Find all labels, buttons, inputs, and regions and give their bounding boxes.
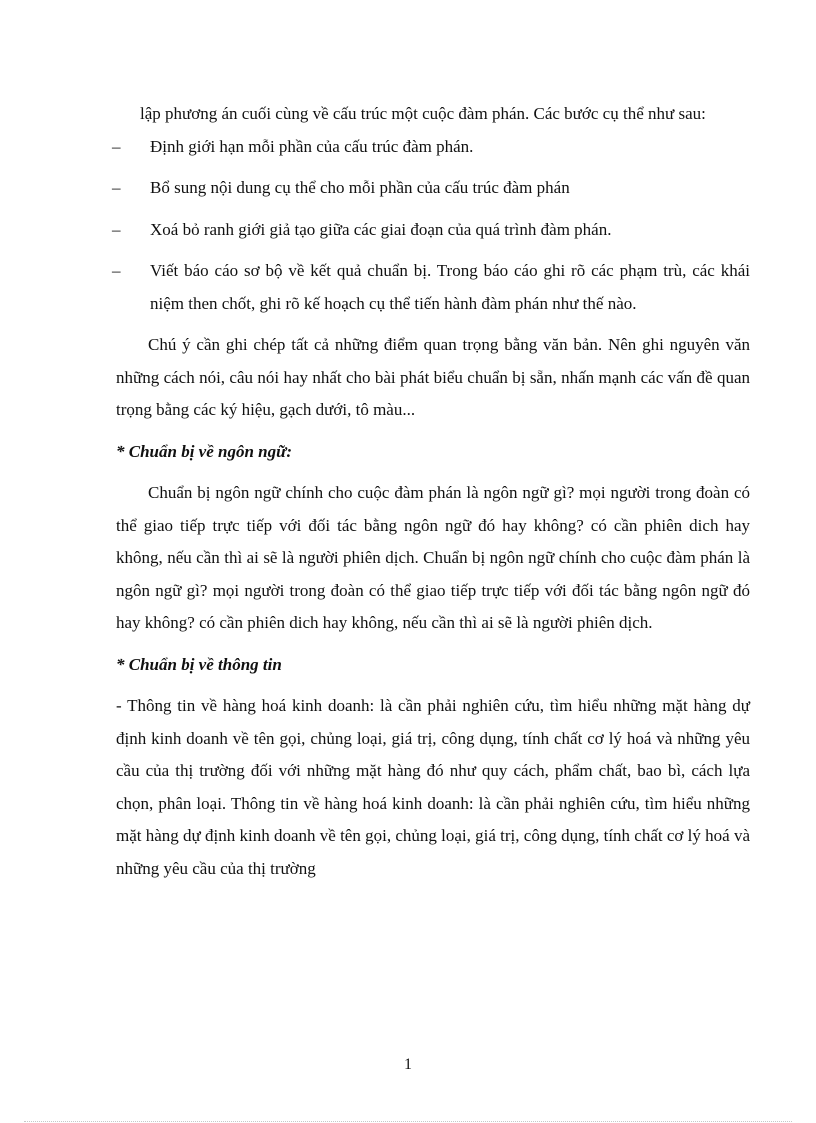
information-paragraph: - Thông tin về hàng hoá kinh doanh: là cần phải nghiên cứu, tìm hiểu những mặt hàng dự định kinh doanh về tên gọi, chủng loại, giá trị, công dụng, tính chất cơ lý hoá và những yêu cầu của thị trường đối với những mặt hàng đó như quy cách, phẩm chất, bao bì, cách lựa chọn, phân loại. Thông tin về hàng hoá kinh doanh: là cần phải nghiên cứu, tìm hiểu những mặt hàng dự định kinh doanh về tên gọi, chủng loại, giá trị, công dụng, tính chất cơ lý hoá và những yêu cầu của thị trường <box>116 696 750 878</box>
note-paragraph: Chú ý cần ghi chép tất cả những điểm quan trọng bằng văn bản. Nên ghi nguyên văn những cách nói, câu nói hay nhất cho bài phát biểu chuẩn bị sẵn, nhấn mạnh các vấn đề quan trọng bằng các ký hiệu, gạch dưới, tô màu... <box>116 335 750 419</box>
list-item <box>112 214 750 247</box>
information-heading: * Chuẩn bị về thông tin <box>116 654 282 674</box>
page-body <box>112 98 750 885</box>
list-item-text: Xoá bỏ ranh giới giả tạo giữa các giai đoạn của quá trình đàm phán. <box>150 219 612 239</box>
page-bottom-divider <box>24 1121 792 1122</box>
list-item <box>112 131 750 164</box>
bullet-dash: – <box>112 219 121 239</box>
steps-list <box>112 131 750 321</box>
page-number: 1 <box>404 1056 412 1073</box>
intro-paragraph: lập phương án cuối cùng về cấu trúc một cuộc đàm phán. Các bước cụ thể như sau: <box>140 104 706 123</box>
language-paragraph: Chuẩn bị ngôn ngữ chính cho cuộc đàm phán là ngôn ngữ gì? mọi người trong đoàn có thể giao tiếp trực tiếp với đối tác bằng ngôn ngữ đó hay không? có cần phiên dich hay không, nếu cần thì ai sẽ là người phiên dịch. Chuẩn bị ngôn ngữ chính cho cuộc đàm phán là ngôn ngữ gì? mọi người trong đoàn có thể giao tiếp trực tiếp với đối tác bằng ngôn ngữ đó hay không? có cần phiên dich hay không, nếu cần thì ai sẽ là người phiên dịch. <box>116 483 750 632</box>
bullet-dash: – <box>112 136 121 156</box>
list-item-text: Định giới hạn mỗi phần của cấu trúc đàm phán. <box>150 136 474 156</box>
bullet-dash: – <box>112 261 121 280</box>
list-item-text: Viết báo cáo sơ bộ về kết quả chuẩn bị. Trong báo cáo ghi rõ các phạm trù, các khái niệm then chốt, ghi rõ kế hoạch cụ thể tiến hành đàm phán như thế nào. <box>150 261 750 313</box>
language-heading: * Chuẩn bị về ngôn ngữ: <box>116 441 292 461</box>
bullet-dash: – <box>112 178 121 197</box>
list-item <box>112 255 750 320</box>
list-item-text: Bổ sung nội dung cụ thể cho mỗi phần của cấu trúc đàm phán <box>150 178 570 197</box>
list-item <box>112 172 750 205</box>
